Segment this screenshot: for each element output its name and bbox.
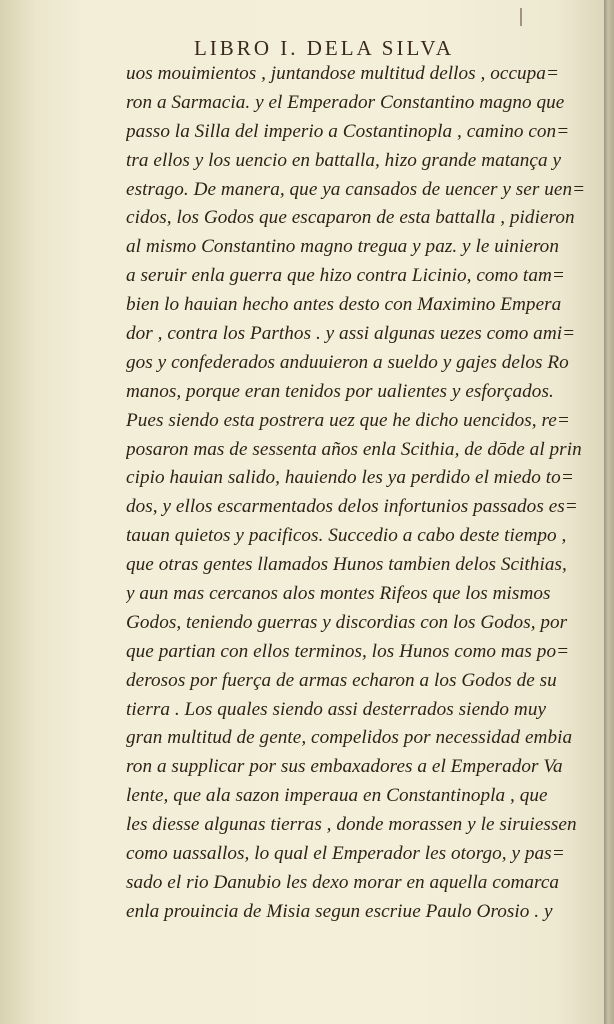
text-line: gos y confederados anduuieron a sueldo y gajes delos Ro [126,351,569,373]
text-line: uos mouimientos , juntandose multitud dellos , occupa= [126,63,559,84]
text-line: manos, porque eran tenidos por ualientes y esforçados. [126,380,554,402]
text-line: Godos, teniendo guerras y discordias con los Godos, por [126,611,568,633]
text-line: y aun mas cercanos alos montes Rifeos que los mismos [126,583,551,605]
text-line: tauan quietos y pacificos. Succedio a cabo deste tiempo , [126,525,567,547]
text-line: posaron mas de sessenta años enla Scithia, de dōde al prin [126,438,582,460]
text-line: passo la Silla del imperio a Costantinopla , camino con= [126,120,570,142]
text-line: bien lo hauian hecho antes desto con Maximino Empera [126,294,562,316]
text-line: tierra . Los quales siendo assi desterrados siendo muy [126,698,547,720]
text-line: cipio hauian salido, hauiendo les ya perdido el miedo to= [126,467,574,489]
text-line: tra ellos y los uencio en battalla, hizo grande matança y [126,149,562,171]
text-line: que partian con ellos terminos, los Hunos como mas po= [126,640,570,662]
text-line: que otras gentes llamados Hunos tambien delos Scithias, [126,554,567,576]
text-line: ron a supplicar por sus embaxadores a el Emperador Va [126,756,563,778]
text-line: derosos por fuerça de armas echaron a los Godos de su [126,669,557,691]
text-line: al mismo Constantino magno tregua y paz. y le uinieron [126,236,559,258]
text-line: dos, y ellos escarmentados delos infortunios passados es= [126,496,578,518]
text-line: ron a Sarmacia. y el Emperador Constantino magno que [126,91,565,113]
text-line: les diesse algunas tierras , donde morassen y le siruiessen [126,814,577,836]
text-line: enla prouincia de Misia segun escriue Paulo Orosio . y [126,900,553,922]
text-line: gran multitud de gente, compelidos por necessidad embia [126,727,573,749]
text-line: Pues siendo esta postrera uez que he dicho uencidos, re= [126,409,570,431]
ink-mark [520,8,522,26]
text-line: cidos, los Godos que escaparon de esta battalla , pidieron [126,207,575,229]
text-line: lente, que ala sazon imperaua en Constantinopla , que [126,785,548,807]
body-text [126,60,586,927]
text-line: estrago. De manera, que ya cansados de uencer y ser uen= [126,178,586,200]
text-line: sado el rio Danubio les dexo morar en aquella comarca [126,871,560,893]
text-line: como uassallos, lo qual el Emperador les otorgo, y pas= [126,843,565,865]
text-line: dor , contra los Parthos . y assi algunas uezes como ami= [126,323,576,345]
running-title: LIBRO I. DELA SILVA [193,36,455,60]
page-edge [604,0,614,1024]
text-line: a seruir enla guerra que hizo contra Licinio, como tam= [126,265,565,287]
